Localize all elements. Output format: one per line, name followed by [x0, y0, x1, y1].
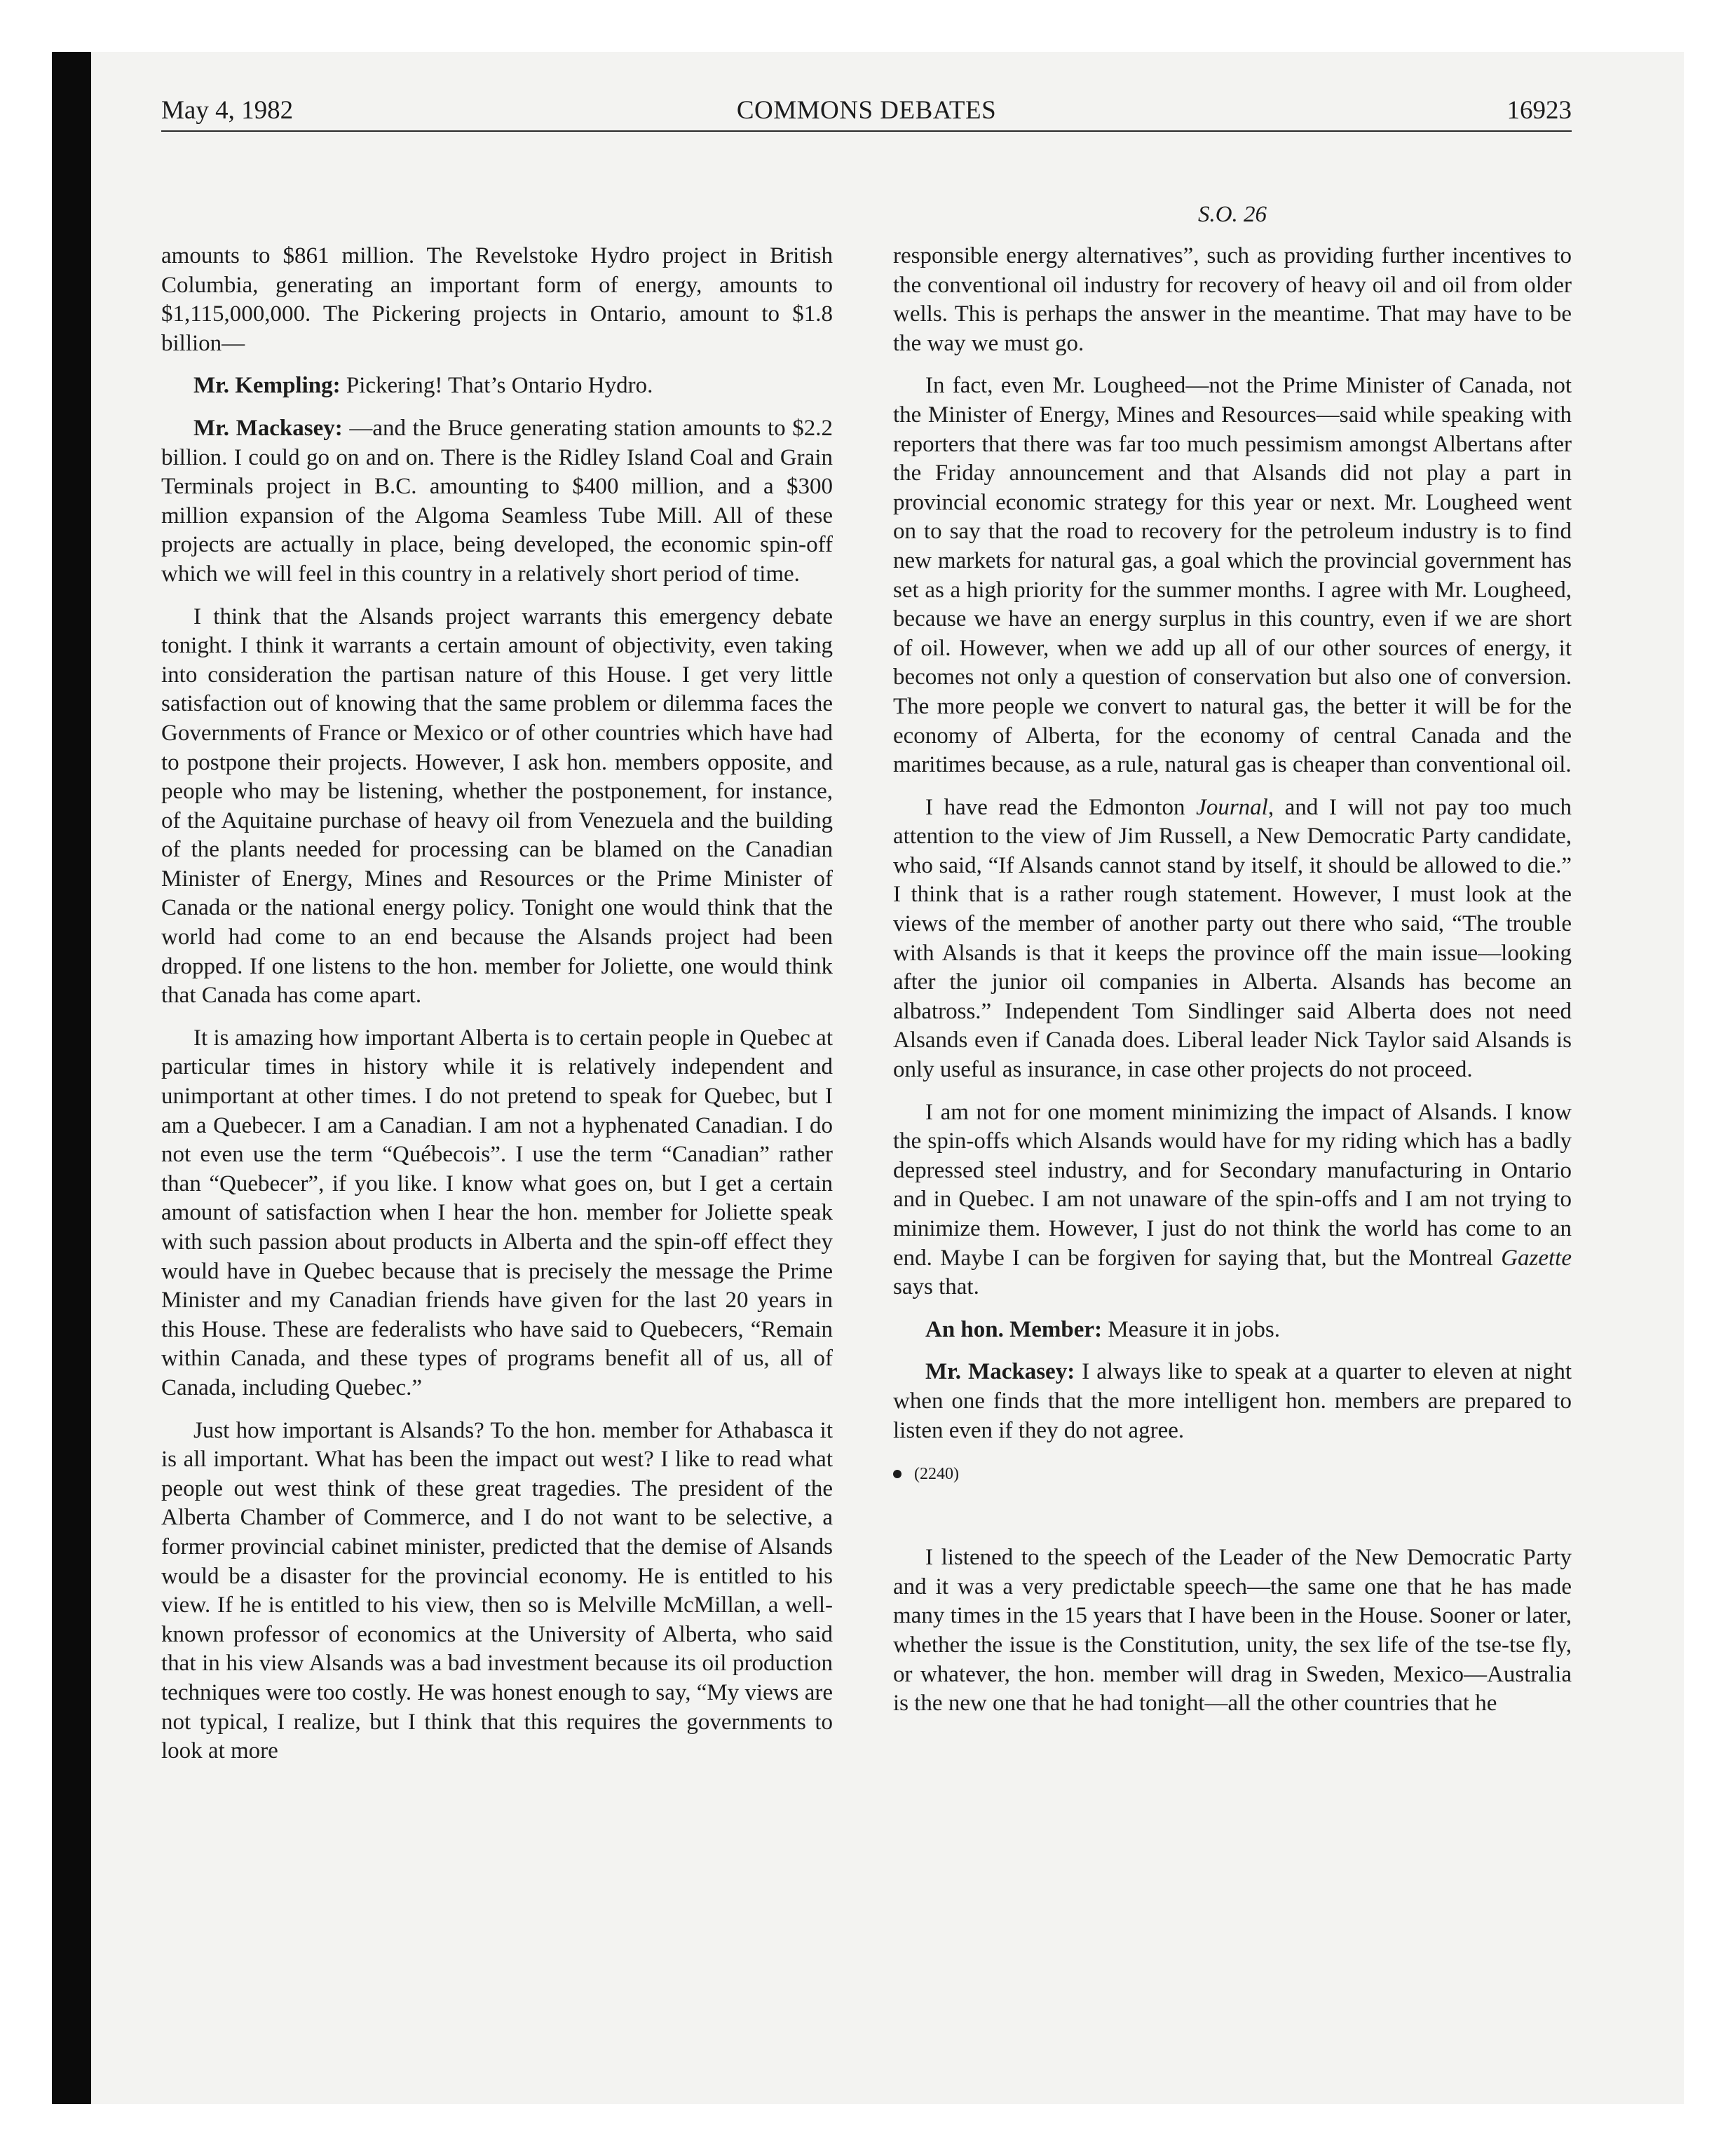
paragraph: I listened to the speech of the Leader of the New Democratic Party and it was a very predictable speech—the same one that he has made many times in the 15 years that I have been in the House. Sooner or later, whether the issue is the Constitution, unity, the sex life of the tse-tse fly, or whatever, the hon. member will drag in Sweden, Mexico—Australia is the new one that he had tonight—all the other countries that he: [893, 1545, 1572, 1717]
paragraph: I think that the Alsands project warrants this emergency debate tonight. I think it warrants a certain amount of objectivity, even taking into consideration the partisan nature of this House. I get very little satisfaction out of knowing that the same problem or dilemma faces the Governments of France or Mexico or of other countries which have had to postpone their projects. However, I ask hon. members opposite, and people who may be listening, whether the postponement, for instance, of the Aquitaine purchase of heavy oil from Venezuela and the building of the plants needed for processing can be blamed on the Canadian Minister of Energy, Mines and Resources or the Prime Minister of Canada or the national energy policy. Tonight one would think that the world had come to an end because the Alsands project had been dropped. If one listens to the hon. member for Joliette, one would think that Canada has come apart.: [161, 603, 833, 1009]
header-rule: [161, 130, 1572, 132]
paragraph-text: I am not for one moment minimizing the impact of Alsands. I know the spin-offs which Alsands would have for my riding which has a badly depressed steel industry, and for Secondary manufacturing in Ontario and in Quebec. I am not unaware of the spin-offs and I am not trying to minimize them. However, I just do not think the world has come to an end. Maybe I can be forgiven for saying that, but the Montreal: [893, 1099, 1572, 1271]
time-stamp: [893, 1464, 1572, 1485]
page-date: May 4, 1982: [161, 96, 294, 125]
speaker-name: An hon. Member:: [925, 1316, 1103, 1342]
paragraph: amounts to $861 million. The Revelstoke Hydro project in British Columbia, generating an important form of energy, amounts to $1,115,000,000. The Pickering projects in Ontario, amount to $1.8 billion—: [161, 243, 833, 356]
bullet-icon: [893, 1470, 901, 1478]
paragraph: responsible energy alternatives”, such as providing further incentives to the conventional oil industry for recovery of heavy oil and oil from older wells. This is perhaps the answer in the meantime. That may have to be the way we must go.: [893, 243, 1572, 356]
speech: [893, 1316, 1572, 1345]
paragraph-text: I have read the Edmonton: [925, 794, 1197, 820]
page-number: 16923: [1506, 96, 1572, 125]
speech-text: Pickering! That’s Ontario Hydro.: [340, 373, 653, 399]
speech: [893, 1358, 1572, 1445]
paragraph: [893, 793, 1572, 1085]
scan-edge-shadow: [52, 52, 91, 2104]
section-marker: S.O. 26: [1197, 202, 1267, 227]
speaker-name: Mr. Mackasey:: [193, 415, 343, 441]
publication-title: Journal: [1196, 794, 1268, 820]
paragraph: Just how important is Alsands? To the hon. member for Athabasca it is all important. What has been the impact out west? I like to read what people out west think of these great tragedies. The president of the Alberta Chamber of Commerce, and I do not want to be selective, a former provincial cabinet minister, predicted that the demise of Alsands would be a disaster for the provincial economy. He is entitled to his view. If he is entitled to his view, then so is Melville McMillan, a well-known professor of economics at the University of Alberta, who said that in his view Alsands was a bad investment because its oil production techniques were too costly. He was honest enough to say, “My views are not typical, I realize, but I think that this requires the governments to look at more: [161, 1417, 833, 1764]
time-stamp-text: (2240): [914, 1465, 959, 1484]
paragraph: It is amazing how important Alberta is to certain people in Quebec at particular times in history while it is relatively independent and unimportant at other times. I do not pretend to speak for Quebec, but I am a Quebecer. I am a Canadian. I am not a hyphenated Canadian. I do not even use the term “Québecois”. I use the term “Canadian” rather than “Quebecer”, if you like. I know what goes on, but I get a certain amount of satisfaction when I hear the hon. member for Joliette speak with such passion about products in Alberta and the spin-off effect they would have in Quebec because that is precisely the message the Prime Minister and my Canadian friends have given for the last 20 years in this House. These are federalists who have said to Quebecers, “Remain within Canada, and these types of programs benefit all of us, all of Canada, including Quebec.”: [161, 1025, 833, 1400]
left-column: [161, 242, 833, 1780]
speaker-name: Mr. Mackasey:: [925, 1359, 1075, 1385]
speech-text: —and the Bruce generating station amounts to $2.2 billion. I could go on and on. There is the Ridley Island Coal and Grain Terminals project in B.C. amounting to $400 million, and a $300 million expansion of the Algoma Seamless Tube Mill. All of these projects are actually in place, being developed, the economic spin-off which we will feel in this country in a relatively short period of time.: [161, 415, 834, 587]
speech: [161, 414, 833, 589]
right-column: [893, 242, 1572, 1732]
speech-text: Measure it in jobs.: [1102, 1316, 1280, 1342]
paragraph-text: says that.: [893, 1274, 979, 1300]
speech-text: I always like to speak at a quarter to eleven at night when one finds that the more intelligent hon. members are prepared to listen even if they do not agree.: [893, 1359, 1572, 1443]
speaker-name: Mr. Kempling:: [193, 373, 341, 399]
paragraph-text: , and I will not pay too much attention to the view of Jim Russell, a New Democratic Party candidate, who said, “If Alsands cannot stand by itself, it should be allowed to die.” I think that is a rather rough statement. However, I must look at the views of the member of another party out there who said, “The trouble with Alsands is that it keeps the province off the main issue—looking after the junior oil companies in Alberta. Alsands has become an albatross.” Independent Tom Sindlinger said Alberta does not need Alsands even if Canada does. Liberal leader Nick Taylor said Alsands is only useful as insurance, in case other projects do not proceed.: [893, 794, 1572, 1083]
paragraph: [893, 1098, 1572, 1302]
paragraph: In fact, even Mr. Lougheed—not the Prime Minister of Canada, not the Minister of Energy, Mines and Resources—said while speaking with reporters that there was far too much pessimism amongst Albertans after the Friday announcement and that Alsands did not play a part in provincial economic strategy for this year or next. Mr. Lougheed went on to say that the road to recovery for the petroleum industry is to find new markets for natural gas, a goal which the provincial government has set as a high priority for the summer months. I agree with Mr. Lougheed, because we have an energy surplus in this country, even if we are short of oil. However, when we add up all of our other sources of energy, it becomes not only a question of conservation but also one of conversion. The more people we convert to natural gas, the better it will be for the economy of Alberta, for the economy of central Canada and the maritimes because, as a rule, natural gas is cheaper than conventional oil.: [893, 373, 1572, 778]
publication-title: Gazette: [1501, 1245, 1572, 1271]
speech: [161, 371, 833, 401]
running-title: COMMONS DEBATES: [736, 96, 997, 125]
